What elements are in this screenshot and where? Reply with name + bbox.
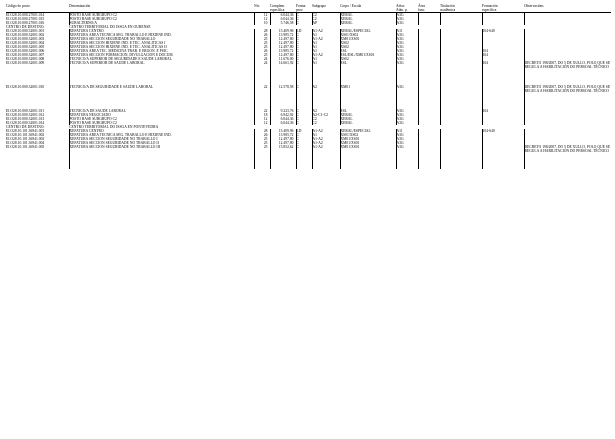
cell-denominacion: XEFATURA ÁREA TÉCNICA SEG. TRABALLO E HIXIENE IND. [69, 133, 254, 137]
cell-codigo: EI.O28.10.000.32001.008 [6, 57, 45, 62]
cell-subgrupo: A1 [312, 41, 340, 45]
cell-subgrupo: A1 [312, 57, 340, 61]
cell-titulacion [440, 145, 482, 169]
cell-complemento: 12.497,80 [270, 41, 296, 45]
col-header-subgrupo-l2: Subgrupo [312, 4, 326, 8]
cell-forma: C [296, 109, 312, 113]
cell-complemento: 12.497,80 [270, 137, 296, 141]
cell-codigo: EI.O28.10.000.27001.014 [6, 13, 45, 18]
cell-codigo: EI.O28.10.000.32001.002 [6, 33, 45, 38]
cell-subgrupo: C2 [312, 121, 340, 125]
cell-corpo: XERAL/ESPECIAL [340, 29, 396, 33]
cell-nivel: 22 [254, 85, 270, 109]
cell-nivel: 12 [254, 13, 270, 18]
cell-corpo: XS01/XS02 [340, 133, 396, 137]
cell-complemento: 12.497,80 [270, 45, 296, 49]
cell-nivel: 10 [254, 21, 270, 25]
col-header-complemento-l2: específica [270, 8, 285, 13]
cell-complemento: 13.985,72 [270, 133, 296, 137]
cell-adscricion: A3G [396, 121, 418, 125]
col-header-codigo [6, 4, 69, 13]
cell-adscricion: A3G [396, 13, 418, 18]
cell-subgrupo: A1 [312, 33, 340, 37]
cell-corpo: XM01/XS01 [340, 137, 396, 141]
cell-adscricion: A3G [396, 45, 418, 49]
cell-codigo: EI.O28.10.000.32001.007 [6, 53, 45, 58]
cell-adscricion: A3G [396, 145, 418, 169]
cell-forma: C [296, 133, 312, 137]
cell-complemento: 14.661,92 [270, 61, 296, 85]
cell-codigo: EI.O28.10.101.36941.003 [6, 137, 45, 142]
col-header-area-l2: func. [418, 8, 426, 13]
cell-subgrupo: A1 [312, 133, 340, 137]
cell-complemento: 13.985,72 [270, 49, 296, 53]
cell-adscricion: A3G [396, 37, 418, 41]
cell-corpo: XS02 [340, 41, 396, 45]
cell-denominacion: XEFATURA NEGOCIADO [69, 113, 254, 117]
cell-formacion: 104 [482, 49, 524, 53]
cell-forma: C [296, 57, 312, 61]
cell-forma: C [296, 121, 312, 125]
col-header-formacion [482, 4, 524, 13]
cell-codigo: EI.O28.10.000.32001.004 [6, 41, 45, 46]
cell-adscricion: A11 [396, 29, 418, 33]
col-header-formacion-l1: Formación [482, 4, 498, 8]
table-row [6, 85, 611, 109]
col-header-forma-l1: Forma [296, 4, 306, 8]
col-header-subgrupo [312, 4, 340, 13]
cell-adscricion: A3G [396, 113, 418, 117]
cell-forma: C [296, 145, 312, 169]
cell-subgrupo: A1-A2 [312, 37, 340, 41]
col-header-corpo [340, 4, 396, 13]
col-header-titulacion [440, 4, 482, 13]
cell-area [418, 85, 440, 109]
cell-denominacion: SUBALTERNO/A [69, 21, 254, 25]
cell-titulacion [440, 85, 482, 109]
cell-denominacion: XEFATURA CENTRO [69, 29, 254, 33]
cell-denominacion: XEFATURA ÁREA TÉC. MEDICINA TRAB. E ERGON. E PSIC. [69, 49, 254, 53]
cell-codigo: EI.O28.10.101.36941.002 [6, 133, 45, 138]
cell-forma: C [296, 61, 312, 85]
cell-denominacion: TÉCNICO/A DE SAÚDE LABORAL [69, 109, 254, 113]
cell-adscricion: A11 [396, 129, 418, 133]
cell-denominacion: XEFATURA CENTRO [69, 129, 254, 133]
cell-forma: C [296, 33, 312, 37]
col-header-adscricion [396, 4, 418, 13]
column-header-row [6, 4, 611, 13]
cell-subgrupo: A1-A2 [312, 145, 340, 169]
cell-complemento: 6.044,36 [270, 121, 296, 125]
cell-forma: C [296, 117, 312, 121]
cell-adscricion: A3G [396, 53, 418, 57]
cell-corpo: ESL [340, 49, 396, 53]
col-header-observacions [524, 4, 611, 13]
cell-denominacion: POSTO BASE SUBGRUPO C2 [69, 17, 254, 21]
col-header-denominacion-l1: Denominación [69, 4, 91, 8]
cell-forma: C [296, 137, 312, 141]
cell-forma: C [296, 85, 312, 109]
cell-complemento: 15.409,96 [270, 129, 296, 133]
col-header-adscricion-l1: Adscr. [396, 4, 406, 8]
cell-adscricion: A3G [396, 57, 418, 61]
cell-complemento: 13.985,72 [270, 33, 296, 37]
cell-nivel: 12 [254, 117, 270, 121]
cell-denominacion: XEFATURA SECCIÓN SEGURIDADE NO TRABALLO II [69, 141, 254, 145]
cell-subgrupo: A1-A2 [312, 29, 340, 33]
cell-complemento: 6.044,36 [270, 17, 296, 21]
cell-complemento: 6.044,36 [270, 117, 296, 121]
cell-area [418, 145, 440, 169]
col-header-forma [296, 4, 312, 13]
cell-formacion: 104-640 [482, 29, 524, 33]
col-header-area [418, 4, 440, 13]
cell-codigo: EI.O28.10.101.36941.001 [6, 129, 45, 134]
cell-adscricion: A3G [396, 17, 418, 21]
rpt-table [6, 0, 611, 169]
cell-nivel: 18 [254, 113, 270, 117]
cell-observacions: DECRETO 198/2007, DO 5 DE XULLO, POLO QUE SE REGULA A HABILITACIÓN DO PERSOAL TÉCNICO [524, 61, 611, 85]
cell-forma: C [296, 53, 312, 57]
cell-nivel: 26 [254, 33, 270, 37]
cell-corpo: XS01/XS02 [340, 33, 396, 37]
cell-titulacion [440, 61, 482, 85]
cell-nivel: 25 [254, 37, 270, 41]
cell-subgrupo: A1-A2 [312, 137, 340, 141]
cell-denominacion: XEFATURA SECCIÓN HIXIENE IND. E TÉC. ANALÍTICAS II [69, 45, 254, 49]
cell-denominacion: TÉCNICO/A SUPERIOR DE SEGURIDADE E SAÚDE LABORAL [69, 57, 254, 61]
col-header-titulacion-l2: académica [440, 8, 456, 13]
cell-complemento: 12.497,80 [270, 53, 296, 57]
cell-forma: C [296, 17, 312, 21]
cell-denominacion: TÉCNICO/A SUPERIOR DE SAÚDE LABORAL [69, 61, 254, 85]
cell-subgrupo: AP [312, 21, 340, 25]
cell-complemento: 12.578,58 [270, 85, 296, 109]
cell-adscricion: A3G [396, 41, 418, 45]
col-header-nivel-l2: Niv. [254, 4, 261, 8]
cell-subgrupo: C2 [312, 117, 340, 121]
cell-corpo: ESL [340, 109, 396, 113]
table-row [6, 145, 611, 169]
cell-observacions: DECRETO 198/2007, DO 5 DE XULLO, POLO QUE SE REGULA A HABILITACIÓN DO PERSOAL TÉCNICO [524, 85, 611, 109]
cell-forma: LD [296, 29, 312, 33]
cell-adscricion: A3G [396, 133, 418, 137]
centro-destino-title: CENTRO TERRITORIAL DO ISSGA EN OURENSE [69, 25, 151, 30]
cell-complemento: 6.942,92 [270, 113, 296, 117]
cell-complemento: 12.497,80 [270, 141, 296, 145]
cell-codigo: EI.O28.10.000.32001.009 [6, 61, 45, 66]
cell-corpo: XERAL [340, 13, 396, 18]
cell-denominacion: POSTO BASE SUBGRUPO C2 [69, 13, 254, 18]
cell-subgrupo: A1 [312, 45, 340, 49]
col-header-complemento [270, 4, 296, 13]
col-header-area-l1: Área [418, 4, 425, 8]
cell-codigo: EI.O28.10.000.32001.001 [6, 29, 45, 34]
cell-nivel: 28 [254, 129, 270, 133]
col-header-complemento-l1: Complem. [270, 4, 286, 8]
cell-codigo: EI.O28.10.000.32001.003 [6, 37, 45, 42]
table-row [6, 61, 611, 85]
cell-denominacion: XEFATURA ÁREA TÉCNICA SEG. TRABALLO E HIXIENE IND. [69, 33, 254, 37]
col-header-forma-l2: prov. [296, 8, 304, 13]
cell-denominacion: XEFATURA SECCIÓN FORMACIÓN, DIVULGACIÓN E DOCUM. [69, 53, 254, 57]
cell-corpo: XM01/XS01 [340, 145, 396, 169]
cell-codigo: EI.O28.10.000.32001.014 [6, 121, 45, 126]
cell-codigo: EI.O28.10.000.32001.010 [6, 85, 45, 90]
cell-nivel: 25 [254, 45, 270, 49]
cell-formacion: 104 [482, 61, 524, 85]
cell-nivel: 22 [254, 109, 270, 113]
cell-subgrupo: A1 [312, 49, 340, 53]
cell-corpo: XM01 [340, 85, 396, 109]
cell-codigo: EI.O28.10.000.32001.012 [6, 113, 45, 118]
col-header-corpo-l2: Corpo / Escala [340, 4, 362, 8]
cell-corpo: XM01/XS01 [340, 37, 396, 41]
cell-forma: C [296, 21, 312, 25]
cell-nivel: 28 [254, 29, 270, 33]
cell-formacion: 104 [482, 109, 524, 113]
cell-corpo: ESL [340, 61, 396, 85]
table-body [6, 13, 611, 170]
centro-destino-label: CENTRO DE DESTINO: [6, 125, 45, 130]
cell-codigo: EI.O28.10.000.27001.016 [6, 21, 45, 26]
cell-codigo: EI.O28.10.000.32001.006 [6, 49, 45, 54]
cell-corpo: ESL/ESL/XM01/XS01 [340, 53, 396, 57]
cell-nivel: 26 [254, 133, 270, 137]
cell-corpo: XERAL [340, 17, 396, 21]
cell-nivel: 12 [254, 121, 270, 125]
cell-complemento: 6.044,36 [270, 13, 296, 18]
cell-complemento: 12.497,80 [270, 37, 296, 41]
cell-denominacion: POSTO BASE SUBGRUPO C2 [69, 121, 254, 125]
cell-subgrupo: A1-A2 [312, 53, 340, 57]
cell-subgrupo: A2-C1-C2 [312, 113, 340, 117]
cell-denominacion: XEFATURA SECCIÓN SEGURIDADE NO TRABALLO [69, 37, 254, 41]
cell-nivel: 24 [254, 57, 270, 61]
cell-codigo: EI.O28.10.101.36941.005 [6, 145, 45, 150]
centro-destino-title: CENTRO TERRITORIAL DO ISSGA EN PONTEVEDRA [69, 125, 159, 130]
cell-denominacion: POSTO BASE SUBGRUPO C2 [69, 117, 254, 121]
cell-subgrupo: C2 [312, 17, 340, 21]
cell-forma: C [296, 113, 312, 117]
col-header-nivel [254, 4, 270, 13]
cell-codigo: EI.O28.10.000.32001.005 [6, 45, 45, 50]
cell-corpo: XM01/XS01 [340, 141, 396, 145]
cell-forma: C [296, 37, 312, 41]
cell-corpo: XERAL/ESPECIAL [340, 129, 396, 133]
cell-complemento: 15.852,62 [270, 145, 296, 169]
cell-adscricion: A3G [396, 33, 418, 37]
cell-forma: C [296, 41, 312, 45]
cell-forma: LD [296, 129, 312, 133]
cell-observacions: DECRETO 198/2007, DO 5 DE XULLO, POLO QUE SE REGULA A HABILITACIÓN DO PERSOAL TÉCNICO [524, 145, 611, 169]
cell-denominacion: XEFATURA SECCIÓN SEGURIDADE NO TRABALLO III [69, 145, 254, 169]
cell-codigo: EI.O28.10.101.36941.004 [6, 141, 45, 146]
col-header-adscricion-l2: Adm. p. [396, 8, 408, 13]
cell-complemento: 9.223,76 [270, 109, 296, 113]
cell-corpo: XERAL [340, 117, 396, 121]
cell-codigo: EI.O28.10.000.27001.015 [6, 17, 45, 22]
cell-complemento: 15.409,96 [270, 29, 296, 33]
cell-denominacion: XEFATURA SECCIÓN HIXIENE IND. E TEC. ANALÍTICAS I [69, 41, 254, 45]
col-header-observacions-l1: Observacións [524, 4, 544, 8]
cell-forma: C [296, 13, 312, 18]
cell-nivel: 25 [254, 137, 270, 141]
cell-adscricion: A3G [396, 21, 418, 25]
cell-corpo: XERAL [340, 21, 396, 25]
cell-nivel: 25 [254, 141, 270, 145]
cell-formacion: 104 [482, 53, 524, 57]
cell-nivel: 24 [254, 61, 270, 85]
table-header [6, 0, 611, 13]
col-header-formacion-l2: específica [482, 8, 497, 13]
cell-codigo: EI.O28.10.000.32001.011 [6, 109, 45, 114]
cell-adscricion: A3G [396, 141, 418, 145]
cell-subgrupo: A2 [312, 109, 340, 113]
col-header-codigo-l1: Código do posto [6, 4, 30, 8]
col-header-titulacion-l1: Titulación [440, 4, 455, 8]
cell-nivel: 25 [254, 41, 270, 45]
cell-complemento: 11.676,00 [270, 57, 296, 61]
cell-denominacion: TÉCNICO/A DE SEGURIDADE E SAÚDE LABORAL [69, 85, 254, 109]
cell-adscricion: A3G [396, 85, 418, 109]
cell-adscricion: A3G [396, 109, 418, 113]
centro-destino-label: CENTRO DE DESTINO: [6, 25, 45, 30]
cell-subgrupo: C2 [312, 13, 340, 18]
cell-subgrupo: A1-A2 [312, 141, 340, 145]
cell-complemento: 5.746,58 [270, 21, 296, 25]
cell-subgrupo: A2 [312, 85, 340, 109]
cell-forma: C [296, 45, 312, 49]
cell-formacion [482, 145, 524, 169]
cell-adscricion: A3G [396, 49, 418, 53]
cell-denominacion: XEFATURA SECCIÓN SEGURIDADE NO TRABALLO I [69, 137, 254, 141]
cell-adscricion: A3G [396, 61, 418, 85]
cell-subgrupo: A1 [312, 61, 340, 85]
cell-area [418, 61, 440, 85]
cell-nivel: 25 [254, 145, 270, 169]
cell-nivel: 12 [254, 17, 270, 21]
cell-adscricion: A3G [396, 137, 418, 141]
cell-corpo: XERAL [340, 121, 396, 125]
cell-formacion: 104-640 [482, 129, 524, 133]
cell-forma: C [296, 141, 312, 145]
cell-corpo: XS02 [340, 45, 396, 49]
cell-subgrupo: A1-A2 [312, 129, 340, 133]
cell-forma: C [296, 49, 312, 53]
cell-nivel: 25 [254, 53, 270, 57]
col-header-denominacion [69, 4, 254, 13]
cell-nivel: 26 [254, 49, 270, 53]
cell-corpo: XERAL [340, 113, 396, 117]
cell-corpo: XS02 [340, 57, 396, 61]
cell-codigo: EI.O28.10.000.32001.013 [6, 117, 45, 122]
cell-formacion [482, 85, 524, 109]
cell-adscricion: A3G [396, 117, 418, 121]
